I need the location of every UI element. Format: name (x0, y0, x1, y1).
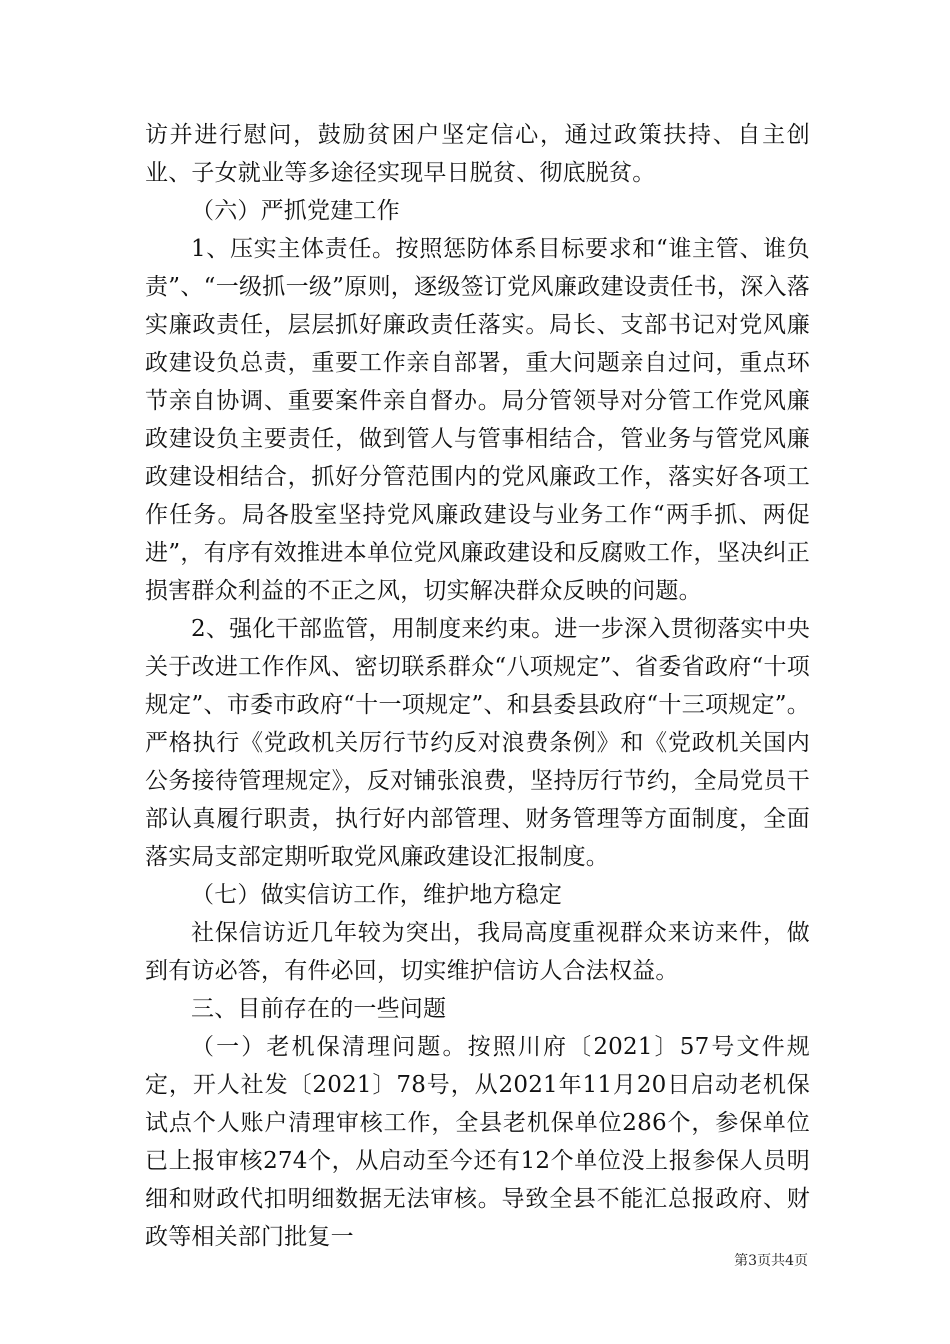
paragraph: 2、强化干部监管，用制度来约束。进一步深入贯彻落实中央关于改进工作作风、密切联系群众“八项规定”、省委省政府“十项规定”、市委市政府“十一项规定”、和县委县政府“十三项规定”。严格执行《党政机关厉行节约反对浪费条例》和《党政机关国内公务接待管理规定》，反对铺张浪费，坚持厉行节约，全局党员干部认真履行职责，执行好内部管理、财务管理等方面制度，全面落实局支部定期听取党风廉政建设汇报制度。 (145, 616, 810, 870)
section-heading: 三、目前存在的一些问题 (191, 996, 447, 1022)
page-number: 第3页共4页 (734, 1253, 808, 1269)
paragraph: 社保信访近几年较为突出，我局高度重视群众来访来件，做到有访必答，有件必回，切实维护信访人合法权益。 (145, 920, 810, 984)
section-heading: （七）做实信访工作，维护地方稳定 (191, 882, 563, 908)
paragraph: 1、压实主体责任。按照惩防体系目标要求和“谁主管、谁负责”、“一级抓一级”原则，逐级签订党风廉政建设责任书，深入落实廉政责任，层层抓好廉政责任落实。局长、支部书记对党风廉政建设负总责，重要工作亲自部署，重大问题亲自过问，重点环节亲自协调、重要案件亲自督办。局分管领导对分管工作党风廉政建设负主要责任，做到管人与管事相结合，管业务与管党风廉政建设相结合，抓好分管范围内的党风廉政工作，落实好各项工作任务。局各股室坚持党风廉政建设与业务工作“两手抓、两促进”，有序有效推进本单位党风廉政建设和反腐败工作，坚决纠正损害群众利益的不正之风，切实解决群众反映的问题。 (145, 236, 810, 604)
paragraph: 访并进行慰问，鼓励贫困户坚定信心，通过政策扶持、自主创业、子女就业等多途径实现早日脱贫、彻底脱贫。 (145, 122, 810, 186)
document-body (145, 116, 810, 1256)
section-heading: （六）严抓党建工作 (191, 198, 400, 224)
paragraph: （一）老机保清理问题。按照川府〔2021〕57号文件规定，开人社发〔2021〕78号，从2021年11月20日启动老机保试点个人账户清理审核工作，全县老机保单位286个，参保单位已上报审核274个，从启动至今还有12个单位没上报参保人员明细和财政代扣明细数据无法审核。导致全县不能汇总报政府、财政等相关部门批复一 (145, 1034, 810, 1250)
